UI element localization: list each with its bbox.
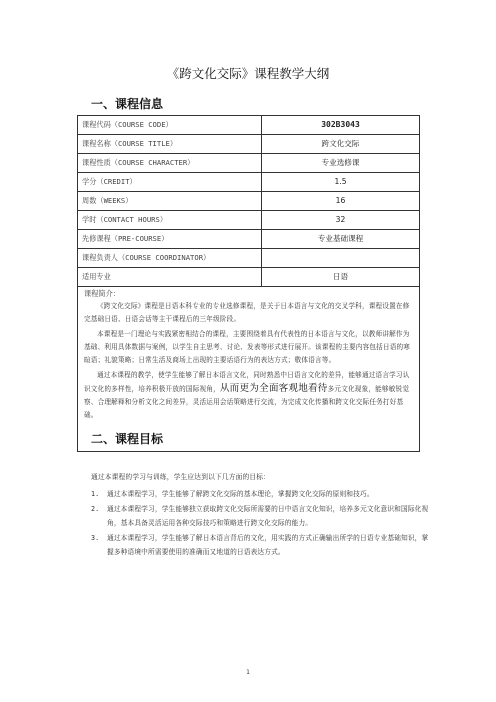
page-number: 1 — [246, 669, 250, 676]
intro-paragraph: 本课程是一门理论与实践紧密相结合的课程，主要围绕着具有代表性的日本语言与文化，以教师讲解作为基础、利用具体数据与案例，以学生自主思考、讨论、发表等形式进行展开。该课程的主要内容包括日语的寒暄语；礼貌策略；日常生活及商场上出现的主要话语行为的表达方式；敬体语言等。 — [84, 329, 411, 364]
table-row — [78, 135, 420, 154]
table-row — [78, 249, 420, 268]
row-label: 课程负责人（COURSE COORDINATOR） — [78, 249, 262, 268]
row-label: 先修课程（PRE-COURSE） — [78, 230, 262, 249]
course-intro-cell — [78, 287, 420, 452]
goals-lead: 通过本课程的学习与训练，学生应达到以下几方面的目标： — [91, 473, 271, 481]
row-value: 1.5 — [262, 173, 420, 192]
row-value: 日语 — [262, 268, 420, 287]
list-item — [91, 487, 431, 502]
row-value: 专业选修课 — [262, 154, 420, 173]
intro-label: 课程简介： — [84, 289, 120, 298]
table-row — [78, 192, 420, 211]
row-label: 适用专业 — [78, 268, 262, 287]
section-heading-course-info: 一、课程信息 — [91, 97, 164, 111]
row-label: 周数（WEEKS） — [78, 192, 262, 211]
list-item-text: 通过本课程学习，学生能够独立获取跨文化交际所需要的日中语言文化知识，培养多元文化意识和国际化视角，基本具备灵活运用各种交际技巧和策略进行跨文化交际的能力。 — [107, 504, 429, 527]
intro-text: 通过本课程的教学，使学生能够了解日本语言文化，同时熟悉中日语言文化的差异，能够通过语言学习认识文化的多样性，培养积极开放的国际视角， — [84, 370, 410, 393]
intro-text: 多元文化现象，能够敏锐觉察、合理解释和分析文化之间差异，灵活运用会话策略进行交流，为完成文化传播和跨文化交际任务打好基础。 — [84, 384, 410, 419]
table-row — [78, 211, 420, 230]
table-row — [78, 173, 420, 192]
list-item-number: 1. — [91, 490, 100, 498]
course-info-table — [77, 115, 420, 452]
row-label: 课程代码（COURSE CODE） — [78, 116, 262, 135]
row-label: 课程性质（COURSE CHARACTER） — [78, 154, 262, 173]
list-item-number: 3. — [91, 533, 100, 542]
row-label: 学分（CREDIT） — [78, 173, 262, 192]
table-row — [78, 230, 420, 249]
goals-list — [91, 487, 431, 560]
row-value: 跨文化交际 — [262, 135, 420, 154]
table-row — [78, 116, 420, 135]
row-value: 专业基础课程 — [262, 230, 420, 249]
list-item — [91, 502, 431, 531]
intro-paragraph — [84, 369, 413, 422]
document-title: 《跨文化交际》课程教学大纲 — [166, 66, 330, 81]
table-row-intro — [78, 287, 420, 452]
intro-paragraph: 《跨文化交际》课程是日语本科专业的专业选修课程，是关于日本语言与文化的交叉学科，课程设置在修完基础日语、日语会话等主干课程后的三年级阶段。 — [84, 301, 410, 323]
row-value: 16 — [262, 192, 420, 211]
row-label: 学时（CONTACT HOURS） — [78, 211, 262, 230]
row-label: 课程名称（COURSE TITLE） — [78, 135, 262, 154]
section-heading-course-goals: 二、课程目标 — [91, 432, 164, 446]
list-item — [91, 531, 431, 560]
row-value: 302B3043 — [262, 116, 420, 135]
list-item-text: 通过本课程学习，学生能够了解日本语言背后的文化，用实践的方式正确输出所学的日语专业基础知识，掌握多种语境中所需要使用的准确而又地道的日语表达方式。 — [107, 533, 429, 556]
table-row — [78, 268, 420, 287]
list-item-text: 通过本课程学习，学生能够了解跨文化交际的基本理论，掌握跨文化交际的原则和技巧。 — [107, 490, 374, 498]
intro-text-large: 从而更为全面客观地看待 — [219, 382, 328, 394]
course-goals — [91, 470, 431, 560]
list-item-number: 2. — [91, 504, 100, 513]
row-value: 32 — [262, 211, 420, 230]
table-row — [78, 154, 420, 173]
row-value — [262, 249, 420, 268]
